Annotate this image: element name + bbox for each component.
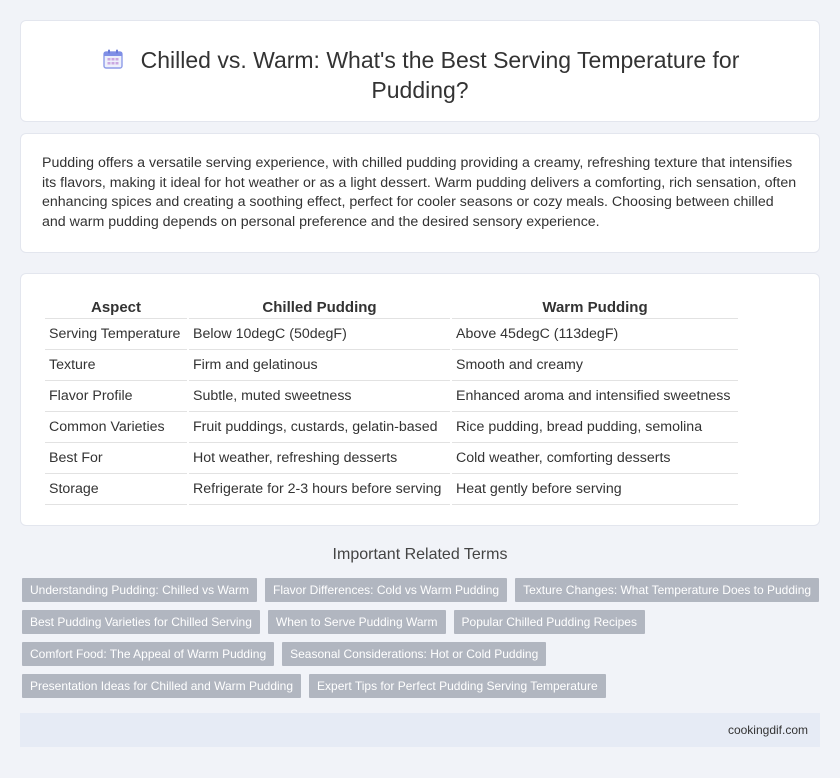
comparison-card [20, 273, 820, 526]
intro-paragraph: Pudding offers a versatile serving experience, with chilled pudding providing a creamy, refreshing texture that intensifies its flavors, making it ideal for hot weather or as a light dessert. Warm pudding delivers a comforting, rich sensation, often enhancing spices and creating a soothing effect, perfect for cooler seasons or cozy meals. Choosing between chilled and warm pudding depends on personal preference and the desired sensory experience. [42, 155, 797, 230]
cell-aspect: Best For [45, 443, 187, 474]
related-term-tag[interactable]: Texture Changes: What Temperature Does to Pudding [515, 578, 819, 602]
calendar-icon [101, 47, 125, 71]
related-term-tag[interactable]: Understanding Pudding: Chilled vs Warm [22, 578, 257, 602]
table-row [45, 443, 738, 474]
page-title-text: Chilled vs. Warm: What's the Best Serving Temperature for Pudding? [140, 47, 740, 103]
table-row [45, 412, 738, 443]
table-row [45, 381, 738, 412]
cell-warm: Rice pudding, bread pudding, semolina [452, 412, 738, 443]
cell-chilled: Below 10degC (50degF) [189, 319, 450, 350]
footer-site-name[interactable]: cookingdif.com [727, 723, 808, 737]
related-term-tag[interactable]: Expert Tips for Perfect Pudding Serving Temperature [309, 674, 606, 698]
cell-warm: Enhanced aroma and intensified sweetness [452, 381, 738, 412]
cell-aspect: Texture [45, 350, 187, 381]
header-warm: Warm Pudding [452, 295, 738, 319]
cell-chilled: Hot weather, refreshing desserts [189, 443, 450, 474]
related-term-tag[interactable]: When to Serve Pudding Warm [268, 610, 446, 634]
cell-chilled: Firm and gelatinous [189, 350, 450, 381]
cell-aspect: Flavor Profile [45, 381, 187, 412]
intro-card [20, 133, 820, 253]
related-term-tag[interactable]: Presentation Ideas for Chilled and Warm Pudding [22, 674, 301, 698]
cell-aspect: Storage [45, 474, 187, 505]
page-title [61, 45, 779, 105]
cell-chilled: Subtle, muted sweetness [189, 381, 450, 412]
related-term-tag[interactable]: Seasonal Considerations: Hot or Cold Pudding [282, 642, 546, 666]
footer [20, 713, 820, 747]
table-header-row [45, 295, 738, 319]
cell-warm: Smooth and creamy [452, 350, 738, 381]
cell-chilled: Fruit puddings, custards, gelatin-based [189, 412, 450, 443]
table-row [45, 319, 738, 350]
related-term-tag[interactable]: Popular Chilled Pudding Recipes [454, 610, 645, 634]
comparison-table [43, 295, 740, 505]
cell-chilled: Refrigerate for 2-3 hours before serving [189, 474, 450, 505]
table-row [45, 350, 738, 381]
related-term-tag[interactable]: Comfort Food: The Appeal of Warm Pudding [22, 642, 274, 666]
cell-warm: Cold weather, comforting desserts [452, 443, 738, 474]
cell-aspect: Common Varieties [45, 412, 187, 443]
header-aspect: Aspect [45, 295, 187, 319]
table-row [45, 474, 738, 505]
related-terms-title: Important Related Terms [332, 546, 508, 563]
related-terms-list [22, 578, 822, 698]
header-card [20, 20, 820, 122]
related-term-tag[interactable]: Flavor Differences: Cold vs Warm Pudding [265, 578, 507, 602]
header-chilled: Chilled Pudding [189, 295, 450, 319]
related-term-tag[interactable]: Best Pudding Varieties for Chilled Serving [22, 610, 260, 634]
cell-aspect: Serving Temperature [45, 319, 187, 350]
cell-warm: Heat gently before serving [452, 474, 738, 505]
cell-warm: Above 45degC (113degF) [452, 319, 738, 350]
